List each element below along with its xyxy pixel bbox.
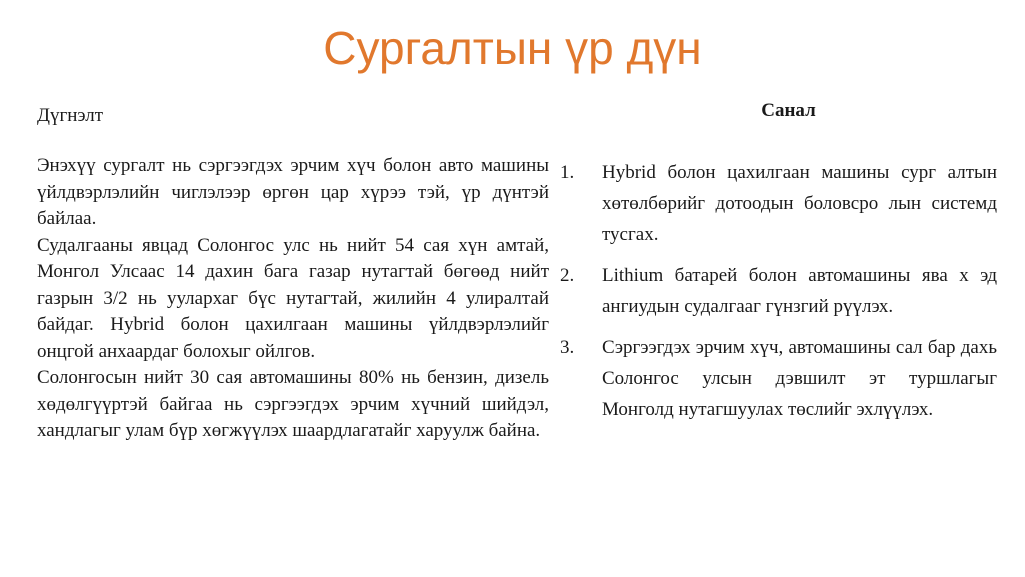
conclusion-paragraph: Энэхүү сургалт нь сэргээгдэх эрчим хүч болон авто машины үйлдвэрлэлийн чиглэлээр өргөн цар хүрээ тэй, үр дүнтэй байлаа. [37, 155, 549, 229]
conclusion-section [37, 103, 549, 445]
list-item-text: Lithium батарей болон автомашины ява х эд ангиудын судалгааг гүнзгий рүүлэх. [602, 265, 997, 317]
list-item-text: Сэргээгдэх эрчим хүч, автомашины сал бар дахь Солонгос улсын дэвшилт эт туршлагыг Монголд нутагшуулах төслийг эхлүүлэх. [602, 337, 997, 420]
list-item [560, 332, 997, 425]
list-item-text: Hybrid болон цахилгаан машины сург алтын хөтөлбөрийг дотоодын боловсро лын системд тусгах. [602, 162, 997, 245]
list-item-number: 1. [560, 162, 575, 183]
list-item-number: 3. [560, 337, 575, 358]
list-item [560, 260, 997, 322]
list-item-number: 2. [560, 265, 575, 286]
slide-title: Сургалтын үр дүн [323, 22, 702, 74]
proposals-heading: Санал [761, 100, 816, 121]
list-item [560, 157, 997, 250]
conclusion-paragraph: Солонгосын нийт 30 сая автомашины 80% нь бензин, дизель хөдөлгүүртэй байгаа нь сэргээгдэх эрчим хүчний шийдэл, хандлагыг улам бүр хөгжүүлэх шаардлагатайг харуулж байна. [37, 367, 549, 441]
proposals-list [560, 157, 997, 425]
proposals-section [560, 98, 997, 435]
conclusion-paragraph: Судалгааны явцад Солонгос улс нь нийт 54 сая хүн амтай, Монгол Улсаас 14 дахин бага газар нутагтай бөгөөд нийт газрын 3/2 нь уулархаг бүс нутагтай, жилийн 4 улиралтай байдаг. Hybrid болон цахилгаан машины үйлдвэрлэлийг онцгой анхаардаг болохыг ойлгов. [37, 234, 549, 362]
conclusion-heading: Дүгнэлт [37, 105, 104, 126]
